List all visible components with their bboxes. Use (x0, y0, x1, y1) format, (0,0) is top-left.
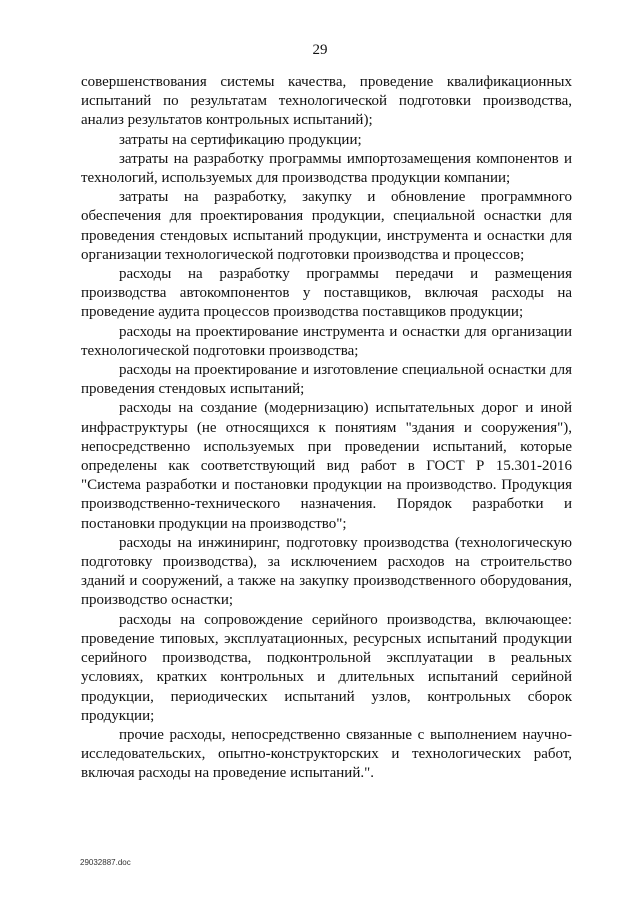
paragraph-serial-support: расходы на сопровождение серийного производства, включающее: проведение типовых, эксплуатационных, ресурсных испытаний продукции серийного производства, подконтрольной эксплуатации в реальных условиях, кратких контрольных и длительных испытаний серийной продукции, периодических испытаний узлов, контрольных сборок продукции; (81, 611, 572, 724)
page-number: 29 (312, 42, 328, 58)
paragraph-bench-tooling: расходы на проектирование и изготовление специальной оснастки для проведения стендовых испытаний; (81, 362, 572, 398)
paragraph-tooling-design: расходы на проектирование инструмента и оснастки для организации технологической подготовки производства; (81, 323, 572, 359)
paragraph-software: затраты на разработку, закупку и обновление программного обеспечения для проектирования продукции, специальной оснастки для проведения стендовых испытаний продукции, инструмента и оснастки для организации технологической подготовки производства и процессов; (81, 189, 572, 263)
paragraph-certification: затраты на сертификацию продукции; (119, 131, 362, 148)
paragraph-supplier-transfer: расходы на разработку программы передачи и размещения производства автокомпонентов у поставщиков, включая расходы на проведение аудита процессов производства поставщиков продукции; (81, 266, 572, 321)
document-file-code: 29032887.doc (80, 858, 131, 867)
paragraph-test-roads: расходы на создание (модернизацию) испытательных дорог и иной инфраструктуры (не относящихся к понятиям "здания и сооружения"), непосредственно используемых при проведении испытаний, которые определены как соответствующий вид работ в ГОСТ Р 15.301-2016 "Система разработки и постановки продукции на производство. Продукция производственно-технического назначения. Порядок разработки и постановки продукции на производство"; (81, 400, 572, 532)
paragraph-import-substitution: затраты на разработку программы импортозамещения компонентов и технологий, используемых для производства продукции компании; (81, 150, 572, 187)
paragraph-quality-system: совершенствования системы качества, проведение квалификационных испытаний по результатам технологической подготовки производства, анализ результатов контрольных испытаний); (81, 74, 572, 129)
paragraph-engineering: расходы на инжиниринг, подготовку производства (технологическую подготовку производства), за исключением расходов на строительство зданий и сооружений, а также на закупку производственного оборудования, производство оснастки; (81, 534, 572, 609)
paragraph-other-expenses: прочие расходы, непосредственно связанные с выполнением научно-исследовательских, опытно-конструкторских и технологических работ, включая расходы на проведение испытаний.". (81, 726, 572, 782)
document-body (81, 73, 572, 784)
